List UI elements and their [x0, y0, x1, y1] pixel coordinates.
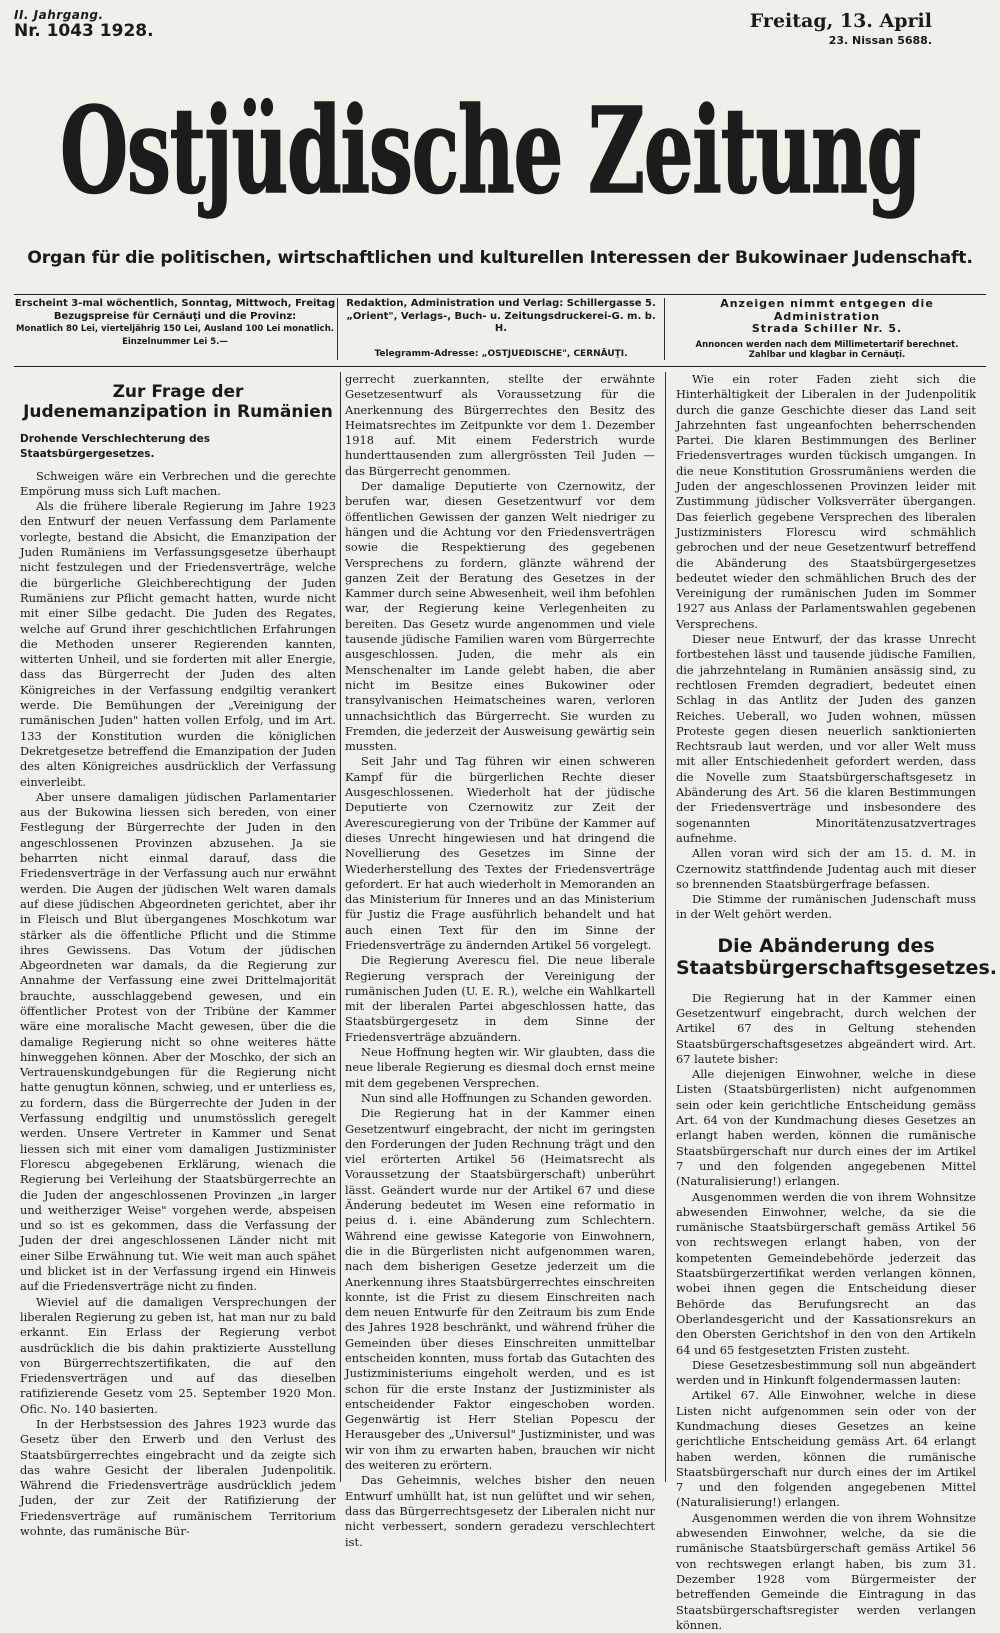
hebrew-date: 23. Nissan 5688.	[828, 34, 932, 47]
info-line: Strada Schiller Nr. 5.	[751, 322, 903, 335]
issue-info	[14, 8, 154, 41]
paragraph: Ausgenommen werden die von ihrem Wohnsitze abwesenden Einwohner, welche, da sie die rumänische Staatsbürgerschaft gemäss Artikel 56 von rechtswegen erlangt haben, bis zum 31. Dezember 1928 vom Bürgermeister der betreffenden Gemeinde die Eintragung in das Staatsbürgerschaftsregister werden verlangen können.	[676, 1510, 976, 1632]
article-title: Zur Frage der Judenemanzipation in Rumänien	[23, 382, 333, 422]
article-column-1	[20, 372, 336, 1539]
info-line: Zahlbar und klagbar in Cernăuţi.	[748, 349, 906, 360]
paragraph: Wieviel auf die damaligen Versprechungen der liberalen Regierung zu geben ist, hat man nur zu bald erkannt. Ein Erlass der Regierung verbot ausdrücklich die bis dahin praktizierte Ausstellung von Bürgerrechtszertifikaten, die auf den Friedensverträgen und auf das dieselben ratifizierende Gesetz vom 25. September 1920 Mon. Ofic. No. 140 basierten.	[20, 1294, 336, 1416]
paragraph: Nun sind alle Hoffnungen zu Schanden geworden.	[361, 1090, 652, 1105]
article2-title: Die Abänderung des Staatsbürgerschaftsgesetzes.	[676, 934, 997, 979]
paragraph: Die Regierung Averescu fiel. Die neue liberale Regierung versprach der Vereinigung der rumänischen Juden (U. E. R.), welche ein Wahlkartell mit der liberalen Partei abgeschlossen hatte, das Staatsbürgergesetz in dem Sinne der Friedensverträge abzuändern.	[345, 953, 655, 1044]
paragraph: Aber unsere damaligen jüdischen Parlamentarier aus der Bukowina liessen sich bereden, von einer Festlegung der Bürgerrechte der Juden in den angeschlossenen Provinzen abzusehen. Ja sie beharrten nicht einmal darauf, dass die Friedensverträge in der Verfassung auch nur erwähnt werden. Die Augen der jüdischen Welt waren damals auf diese jüdischen Abgeordneten gerichtet, aber ihr in Fleisch und Blut übergangenes Moschkotum war stärker als die öffentliche Pflicht und die Stimme ihres Gewissens. Das Votum der jüdischen Abgeordneten war damals, da die Regierung zur Annahme der Verfassung eine zwei Drittelmajorität brauchte, ausschlaggebend gewesen, und ein öffentlicher Protest von der Tribüne der Kammer wäre eine moralische Macht gewesen, über die die damalige Regierung nicht so ohne weiteres hätte hinweggehen können. Aber der Moschko, der sich an Vertrauenskundgebungen für die Regierung nicht hatte genugtun können, schwieg, und er unterliess es, zu fordern, dass die Bürgerrechte der Juden in der Verfassung endgiltig und unumstösslich geregelt werden. Unsere Vertreter in Kammer und Senat liessen sich mit einer vom damaligen Justizminister Florescu abgegebenen Erklärung, wienach die Regierung bei Verleihung der Staatsbürgerrechte an die Juden der angeschlossenen Provinzen „in larger und weitherziger Weise" vorgehen werde, abspeisen und so ist es gekommen, dass die Verfassung der Juden der drei angeschlossenen Länder nicht mit einer Silbe Erwähnung tut. Wie weit man auch spähet und blicket ist in der Verfassung irgend ein Hinweis auf die Friedensverträge nicht zu finden.	[20, 789, 336, 1294]
paragraph: Seit Jahr und Tag führen wir einen schweren Kampf für die bürgerlichen Rechte dieser Ausgeschlossenen. Wiederholt hat der jüdische Deputierte von Czernowitz zur Zeit der Averescuregierung von der Tribüne der Kammer auf dieses Unrecht hingewiesen und hat dringend die Novellierung des Gesetzes im Sinne der Wiederherstellung des Textes der Friedensverträge gefordert. Er hat auch wiederholt in Memoranden an das Ministerium für Inneres und an das Ministerium für Justiz die Frage ausführlich behandelt und hat auch einen Text für den im Sinne der Friedensverträge zu ändernden Artikel 56 vorgelegt.	[345, 754, 655, 952]
newspaper-subtitle: Organ für die politischen, wirtschaftlichen und kulturellen Interessen der Bukowinaer Judenschaft.	[27, 248, 973, 268]
info-box-ads	[668, 298, 986, 364]
info-line: Redaktion, Administration und Verlag: Schillergasse 5.	[346, 298, 656, 309]
paragraph: Ausgenommen werden die von ihrem Wohnsitze abwesenden Einwohner, welche, da sie die rumänische Staatsbürgerschaft gemäss Artikel 56 von rechtswegen erlangt haben, von der kompetenten Gemeindebehörde jederzeit das Staatsbürgerzertifikat werden verlangen können, wobei ihnen gegen die Entscheidung dieser Behörde das Berufungsrecht an das Oberlandesgericht und der Kassationsrekurs an den Obersten Gerichtshof in den von den Artikeln 64 und 65 festgesetzten Fristen zusteht.	[676, 1189, 976, 1357]
info-box-subscription	[14, 298, 336, 364]
date-info	[750, 10, 932, 47]
paragraph: Diese Gesetzesbestimmung soll nun abgeändert werden und in Hinkunft folgendermassen lauten:	[676, 1357, 976, 1388]
info-divider	[337, 298, 338, 360]
paragraph: Wie ein roter Faden zieht sich die Hinterhältigkeit der Liberalen in der Judenpolitik durch die ganze Geschichte dieser das Land seit Jahrzehnten fast ungeanfochten beherrschenden Partei. Die klaren Bestimmungen des Berliner Friedensvertrages wurden tückisch umgangen. In die neue Konstitution Grossrumäniens werden die Juden der angeschlossenen Provinzen leider mit Zustimmung jüdischer Volksverräter übergangen. Das feierlich gegebene Versprechen des liberalen Justizministers Florescu wird schmählich gebrochen und der neue Gesetzentwurf betreffend die Abänderung des Staatsbürgergesetzes bedeutet wieder den schmählichen Bruch des der Vereinigung der rumänischen Juden im Sommer 1927 aus Anlass der Parlamentswahlen gegebenen Versprechens.	[676, 372, 976, 631]
info-line: „Orient", Verlags-, Buch- u. Zeitungsdruckerei-G. m. b. H.	[346, 310, 656, 334]
paragraph: Die Regierung hat in der Kammer einen Gesetzentwurf eingebracht, der nicht im geringsten den Forderungen der Juden Rechnung trägt und den viel erörterten Artikel 56 (Heimatsrecht als Voraussetzung der Staatsbürgerschaft) unberührt lässt. Geändert wurde nur der Artikel 67 und diese Änderung bedeutet im Wesen eine reformatio in peius d. i. eine Abänderung zum Schlechtern. Während eine gewisse Kategorie von Einwohnern, die in die Bürgerlisten nicht aufgenommen waren, nach dem bisherigen Gesetze jederzeit um die Anerkennung ihres Staatsbürgerrechtes einschreiten konnte, ist die Frist zu diesem Einschreiten nach dem neuen Entwurfe für den Zeitraum bis zum Ende des Jahres 1928 beschränkt, und während früher die Gemeinden über dieses Einschreiten unmittelbar entscheiden konnten, muss fortab das Gutachten des Justizministeriums eingeholt werden, und es ist schon für die erste Instanz der Justizminister als entscheidender Faktor eingeschoben worden. Gegenwärtig ist Herr Stelian Popescu der Herausgeber des „Universul" Justizminister, und was wir von ihm zu erwarten haben, brauchen wir nicht des weiteren zu erörtern.	[345, 1106, 655, 1473]
top-rule	[14, 294, 986, 295]
info-line: Monatlich 80 Lei, vierteljährig 150 Lei, Ausland 100 Lei monatlich.	[16, 324, 334, 334]
info-line: Erscheint 3-mal wöchentlich, Sonntag, Mittwoch, Freitag	[14, 298, 336, 309]
date: Freitag, 13. April	[749, 10, 932, 32]
info-divider	[664, 298, 665, 360]
paragraph: Als die frühere liberale Regierung im Jahre 1923 den Entwurf der neuen Verfassung dem Parlamente vorlegte, bestand die Absicht, die Emanzipation der Juden Rumäniens im Verfassungsgesetze überhaupt nicht festzulegen und der Friedensverträge, welche die bürgerliche Gleichberechtigung der Juden Rumäniens zur Pflicht gemacht hatten, wurde nicht mit einer Silbe gedacht. Die Juden des Regates, welche auf Grund ihrer geschichtlichen Erfahrungen die Methoden unserer Regierenden kannten, witterten Unheil, und sie forderten mit aller Energie, dass das Bürgerrecht der Juden des alten Königreiches in der Verfassung endgiltig verankert werde. Die Bemühungen der „Vereinigung der rumänischen Juden" hatten vollen Erfolg, und im Art. 133 der Konstitution wurden die königlichen Dekretgesetze betreffend die Emanzipation der Juden des alten Königreiches ausdrücklich der Verfassung einverleibt.	[20, 499, 336, 789]
paragraph: Neue Hoffnung hegten wir. Wir glaubten, dass die neue liberale Regierung es diesmal doch ernst meine mit dem gegebenen Versprechen.	[345, 1045, 655, 1090]
paragraph: Die Stimme der rumänischen Judenschaft muss in der Welt gehört werden.	[676, 892, 976, 922]
info-line: Bezugspreise für Cernăuţi und die Provinz:	[53, 310, 297, 322]
info-rule	[14, 366, 986, 367]
paragraph: Die Regierung hat in der Kammer einen Gesetzentwurf eingebracht, durch welchen der Artikel 67 des in Geltung stehenden Staatsbürgerschaftsgesetzes abgeändert wird. Art. 67 lautete bisher:	[676, 990, 976, 1066]
paragraph: Schweigen wäre ein Verbrechen und die gerechte Empörung muss sich Luft machen.	[20, 468, 336, 498]
masthead-title: Ostjüdische Zeitung	[60, 81, 920, 220]
info-line: Anzeigen nimmt entgegen die Administration	[720, 297, 934, 323]
column-divider	[665, 372, 666, 1482]
info-box-editorial	[340, 298, 662, 364]
article-column-3	[676, 372, 997, 1633]
paragraph: Das Geheimnis, welches bisher den neuen Entwurf umhüllt hat, ist nun gelüftet und wir sehen, dass das Bürgerrechtsgesetz der Liberalen nicht nur nicht verbessert, sondern geradezu verschlechtert ist.	[345, 1473, 655, 1549]
paragraph: Artikel 67. Alle Einwohner, welche in diese Listen nicht aufgenommen sein oder von der Kundmachung dieses Gesetzes an keine gerichtliche Entscheidung gemäss Art. 64 erlangt haben werden, können die rumänische Staatsbürgerschaft nur durch eines der im Artikel 7 und den folgenden angegebenen Mittel (Naturalisierung!) erlangen.	[676, 1388, 976, 1510]
paragraph: In der Herbstsession des Jahres 1923 wurde das Gesetz über den Erwerb und den Verlust des Staatsbürgerrechtes eingebracht und da zeigte sich das wahre Gesicht der liberalen Judenpolitik. Während die Friedensverträge ausdrücklich jedem Juden, der zur Zeit der Ratifizierung der Friedensverträge auf rumänischem Territorium wohnte, das rumänische Bür-	[20, 1417, 336, 1539]
column-divider	[340, 372, 341, 1482]
info-line: Einzelnummer Lei 5.—	[122, 336, 228, 347]
info-line: Telegramm-Adresse: „OSTJUEDISCHE", CERNĂUŢI.	[374, 348, 628, 359]
info-line: Annoncen werden nach dem Millimetertarif berechnet.	[695, 339, 959, 350]
paragraph: Der damalige Deputierte von Czernowitz, der berufen war, diesen Gesetzentwurf vor dem öffentlichen Gewissen der ganzen Welt niedriger zu hängen und die Achtung vor den Friedensverträgen sowie die Respektierung des gegebenen Versprechens zu fordern, glänzte während der ganzen Zeit der Beratung des Gesetzes in der Kammer durch seine Abwesenheit, weil ihm befohlen war, der Regierung keine Verlegenheiten zu bereiten. Das Gesetz wurde angenommen und viele tausende jüdische Familien waren vom Bürgerrechte ausgeschlossen. Juden, die mehr als ein Menschenalter im Lande gelebt haben, die aber nicht im Besitze eines Bukowiner oder transylvanischen Heimatscheines waren, verloren unnachsichtlich das Bürgerrecht. Sie wurden zu Fremden, die jederzeit der Ausweisung gewärtig sein mussten.	[345, 479, 655, 754]
article-subtitle: Drohende Verschlechterung des Staatsbürgergesetzes.	[20, 433, 211, 461]
paragraph: gerrecht zuerkannten, stellte der erwähnte Gesetzesentwurf als Voraussetzung für die Anerkennung des Bürgerrechtes den Besitz des Heimatsrechtes im Zeitpunkte vor dem 1. Dezember 1918 auf. Mit einem Federstrich wurde hunderttausenden zum allergrössten Teil Juden — das Bürgerrecht genommen.	[345, 372, 655, 478]
issue-number: Nr. 1043 1928.	[14, 21, 154, 41]
paragraph: Alle diejenigen Einwohner, welche in diese Listen (Staatsbürgerlisten) nicht aufgenommen sein oder kein gerichtliche Entscheidung gemäss Art. 64 von der Kundmachung dieses Gesetzes an erlangt haben werden, können die rumänische Staatsbürgerschaft nur durch eines der im Artikel 7 und den folgenden angegebenen Mittel (Naturalisierung!) erlangen.	[676, 1067, 976, 1189]
paragraph: Dieser neue Entwurf, der das krasse Unrecht fortbestehen lässt und tausende jüdische Familien, die jahrzehntelang in Rumänien ansässig sind, zu rechtlosen Fremden degradiert, bedeutet einen Schlag in das Antlitz der Juden des ganzen Reiches. Ueberall, wo Juden wohnen, müssen Proteste gegen diesen neuerlich sanktionierten Rechtsraub laut werden, und vor aller Welt muss mit aller Entschiedenheit gefordert werden, dass die Novelle zum Staatsbürgerschaftsgesetz in Abänderung des Art. 56 die klaren Bestimmungen der Friedensverträge und insbesondere des sogenannten Minoritätenzusatzvertrages aufnehme.	[676, 632, 976, 845]
masthead-logo	[40, 52, 940, 230]
article-column-2	[345, 372, 655, 1550]
paragraph: Allen voran wird sich der am 15. d. M. in Czernowitz stattfindende Judentag auch mit dieser so brennenden Staatsbürgerfrage befassen.	[676, 846, 976, 891]
volume-label: II. Jahrgang.	[14, 8, 104, 22]
